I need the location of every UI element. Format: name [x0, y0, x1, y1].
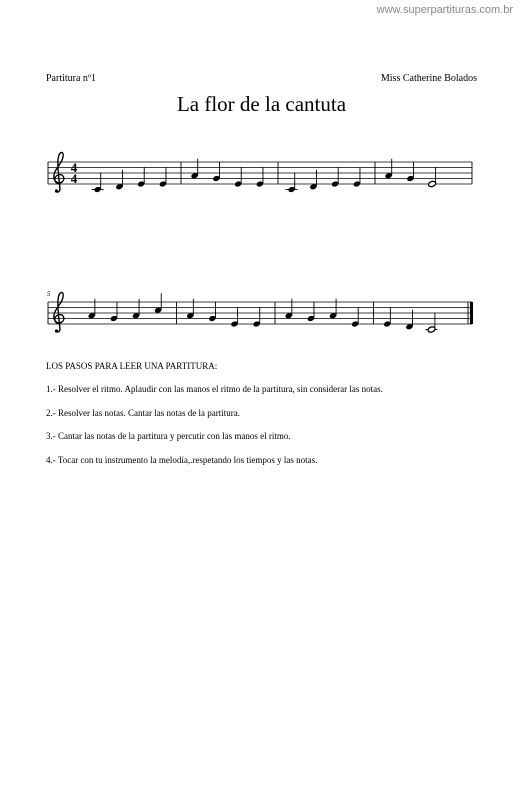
- composer-name: Miss Catherine Bolados: [380, 73, 477, 84]
- score-number: Partitura nº1: [46, 73, 97, 84]
- note: [428, 167, 437, 188]
- instructions: [46, 361, 486, 479]
- instruction-step-3: 3.- Cantar las notas de la partitura y percutir con las manos el ritmo.: [46, 431, 291, 442]
- instructions-heading: LOS PASOS PARA LEER UNA PARTITURA:: [46, 361, 218, 371]
- note: [230, 307, 238, 328]
- note: [331, 167, 339, 188]
- note: [351, 307, 359, 328]
- instruction-step-1: 1.- Resolver el ritmo. Aplaudir con las manos el ritmo de la partitura, sin considerar las notas.: [46, 383, 383, 394]
- note: [383, 307, 391, 328]
- time-signature-top: 4: [70, 160, 78, 175]
- note: [253, 307, 261, 328]
- staff-system-2: [0, 280, 523, 350]
- instruction-step-4: 4.- Tocar con tu instrumento la melodía,.respetando los tiempos y las notas.: [46, 455, 318, 466]
- treble-clef-icon: [54, 293, 64, 333]
- final-barline-thick: [470, 302, 473, 324]
- note: [110, 302, 118, 323]
- score-title: La flor de la cantuta: [176, 92, 347, 116]
- treble-clef-icon: [54, 153, 64, 193]
- note: [234, 167, 242, 188]
- note: [159, 167, 167, 188]
- note: [406, 162, 414, 183]
- note: [208, 302, 216, 323]
- note: [137, 167, 145, 188]
- instruction-step-2: 2.- Resolver las notas. Cantar las notas de la partitura.: [46, 407, 240, 418]
- note: [425, 313, 437, 334]
- measure-number: 5: [47, 290, 51, 298]
- staff-system-1: [0, 140, 523, 210]
- time-signature-bottom: 4: [70, 171, 78, 186]
- site-url[interactable]: www.superpartituras.com.br: [376, 4, 513, 16]
- note: [256, 167, 264, 188]
- note: [307, 302, 315, 323]
- note: [353, 167, 361, 188]
- note: [154, 293, 162, 314]
- note: [92, 173, 104, 194]
- note: [286, 173, 298, 194]
- note: [212, 162, 220, 183]
